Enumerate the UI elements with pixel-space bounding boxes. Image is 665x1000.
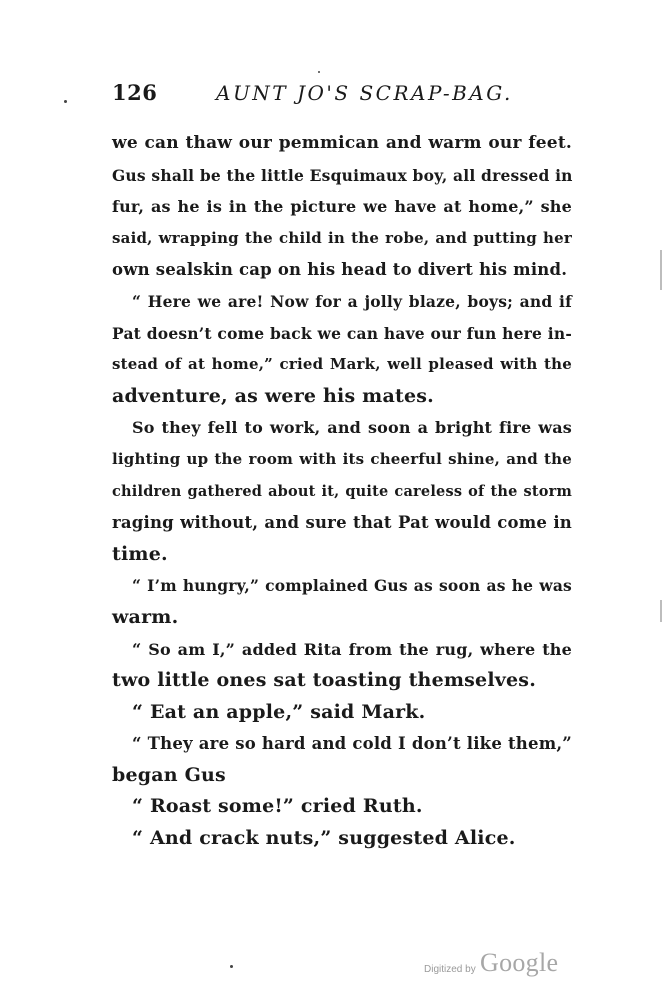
text-line: own sealskin cap on his head to divert his mind. <box>112 260 568 280</box>
text-line: “ And crack nuts,” suggested Alice. <box>132 827 516 850</box>
text-line: time. <box>112 542 168 565</box>
text-line: began Gus <box>112 763 226 786</box>
text-line: fur, as he is in the picture we have at home,” she <box>112 197 572 217</box>
text-line: stead of at home,” cried Mark, well pleased with the <box>112 355 572 374</box>
body-text <box>112 128 572 855</box>
scan-edge-mark <box>660 600 662 622</box>
text-line: children gathered about it, quite careless of the storm <box>112 482 572 500</box>
watermark-digitized-label: Digitized by <box>424 964 476 975</box>
text-line: adventure, as were his mates. <box>112 384 434 407</box>
text-line: Pat doesn’t come back we can have our fun here in- <box>112 323 572 343</box>
text-line: “ Roast some!” cried Ruth. <box>132 795 423 818</box>
scan-edge-mark <box>660 250 662 290</box>
text-line: we can thaw our pemmican and warm our feet. <box>112 133 572 153</box>
watermark-google-logo: Google <box>480 948 559 977</box>
text-line: raging without, and sure that Pat would come in <box>112 513 572 533</box>
text-line: Gus shall be the little Esquimaux boy, all dressed in <box>112 165 573 185</box>
scan-speck <box>230 965 233 968</box>
text-line: “ I’m hungry,” complained Gus as soon as he was <box>132 576 572 596</box>
scan-speck <box>64 100 67 103</box>
text-line: “ Eat an apple,” said Mark. <box>132 700 426 723</box>
text-line: “ They are so hard and cold I don’t like them,” <box>132 734 572 754</box>
scan-speck <box>318 71 320 73</box>
text-line: warm. <box>112 605 179 628</box>
page-header <box>112 80 572 110</box>
digitized-watermark <box>424 948 574 982</box>
text-line: lighting up the room with its cheerful shine, and the <box>112 449 572 468</box>
text-line: “ So am I,” added Rita from the rug, where the <box>132 639 572 659</box>
text-line: two little ones sat toasting themselves. <box>112 669 537 692</box>
page-number: 126 <box>112 80 158 105</box>
running-title: AUNT JO'S SCRAP-BAG. <box>216 81 513 105</box>
text-line: So they fell to work, and soon a bright fire was <box>132 418 572 438</box>
text-line: “ Here we are! Now for a jolly blaze, boys; and if <box>132 291 572 311</box>
text-line: said, wrapping the child in the robe, and putting her <box>112 228 572 247</box>
